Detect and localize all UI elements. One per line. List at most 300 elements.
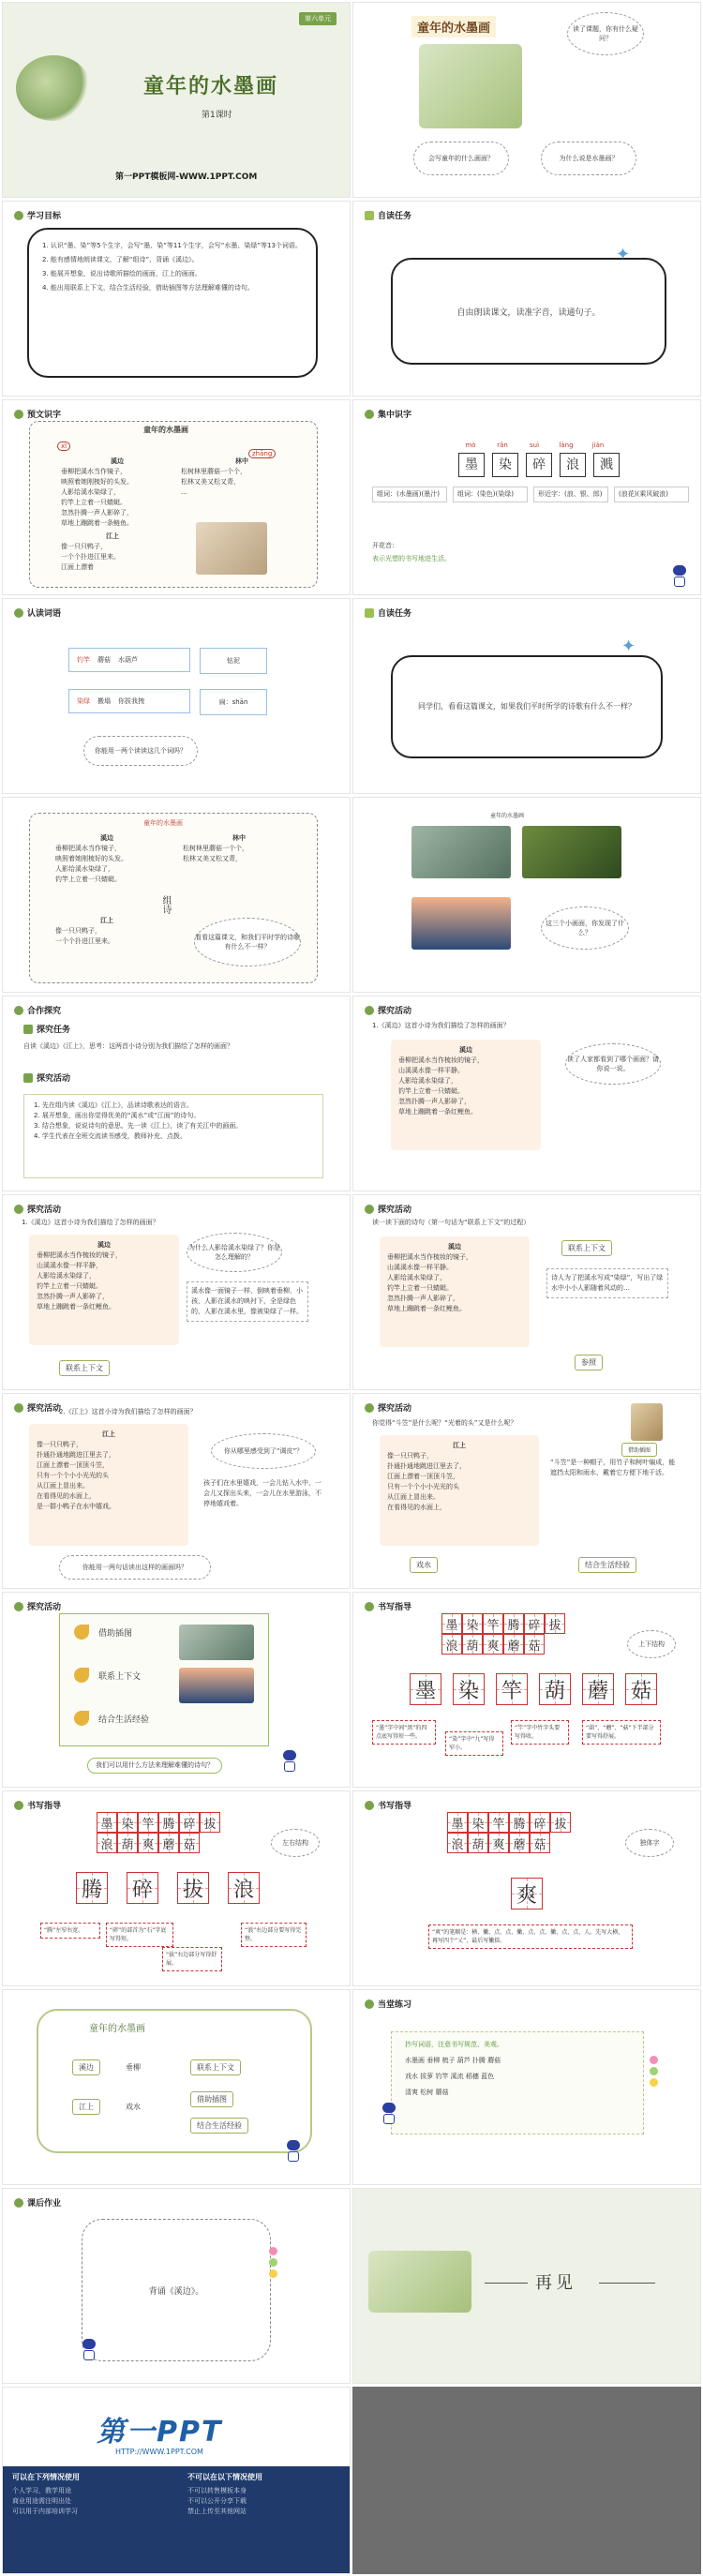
hat-photo bbox=[631, 1403, 663, 1441]
forbidden-line: 禁止上传至其他网站 bbox=[187, 2508, 247, 2515]
slide-writing-2 bbox=[2, 1790, 351, 1986]
leaf-icon bbox=[74, 1668, 89, 1683]
method-button-2[interactable]: 参照 bbox=[575, 1355, 603, 1370]
robot-mascot-icon bbox=[82, 2339, 97, 2359]
poem-line: 草地上蹦跳着一条鲢鱼。 bbox=[61, 519, 133, 527]
big-char-row bbox=[76, 1872, 260, 1904]
cover-site: 第一PPT模板网-WWW.1PPT.COM bbox=[115, 172, 258, 182]
objectives-box bbox=[27, 228, 318, 378]
section-heading: 合作探究 bbox=[14, 1004, 61, 1016]
bullet-icon bbox=[365, 1999, 374, 2009]
allowed-line: 可以用于内部培训学习 bbox=[12, 2508, 78, 2515]
section-heading: 书写指导 bbox=[365, 1799, 411, 1811]
poem-line: … bbox=[181, 488, 187, 496]
poem-line: 江上 bbox=[100, 917, 113, 924]
practice-row: 水墨画 垂柳 梳子 葫芦 扑腾 蘑菇 bbox=[405, 2057, 501, 2064]
word: 蘑菇 bbox=[97, 655, 111, 664]
writing-note: “拔”右边部分写得舒展。 bbox=[162, 1947, 222, 1971]
slide-cooperation bbox=[2, 996, 351, 1191]
grid-cell: 爽 bbox=[483, 1634, 503, 1655]
river-photo bbox=[179, 1668, 254, 1703]
poem-title: 童年的水墨画 bbox=[143, 426, 188, 434]
poem-line: 江上 bbox=[102, 1430, 115, 1438]
bird-icon: ✦ bbox=[616, 245, 631, 264]
poem-line: 人影给溪水染绿了， bbox=[61, 488, 120, 496]
poem-line: 江上 bbox=[106, 532, 119, 540]
question-1: 会写童年的什么画面？ bbox=[413, 142, 509, 175]
robot-mascot-icon bbox=[286, 2140, 301, 2161]
slide-pre-literacy bbox=[2, 399, 351, 595]
method-button-2[interactable]: 结合生活经验 bbox=[578, 1557, 636, 1573]
poem-line: 垂柳把溪水当作镜子， bbox=[55, 845, 121, 852]
method-2[interactable] bbox=[74, 1668, 141, 1683]
summary-item: 江上 bbox=[72, 2099, 100, 2115]
slide-cover bbox=[2, 2, 351, 198]
word-group: 组词：(染色)(染绿) bbox=[453, 487, 528, 502]
cover-title: 童年的水墨画 bbox=[143, 74, 279, 98]
footer-info-bar bbox=[3, 2466, 351, 2574]
task-text: 同学们，看看这篇课文，如果我们平时所学的诗歌有什么不一样？ bbox=[418, 702, 636, 711]
poem-line: 溪边 bbox=[111, 457, 124, 465]
question: 1.《溪边》这首小诗为我们描绘了怎样的画面？ bbox=[372, 1022, 510, 1029]
bullet-icon bbox=[365, 608, 374, 618]
summary-item: 联系上下文 bbox=[190, 2059, 241, 2075]
writing-note: “浪”右边部分要写得完整。 bbox=[241, 1923, 307, 1947]
big-char: 竿 bbox=[496, 1673, 528, 1705]
poem-line: 人影给溪水染绿了， bbox=[37, 1272, 96, 1280]
pinyin: suì bbox=[529, 442, 540, 449]
poem-line: 松树林里蘑菇一个个， bbox=[183, 845, 248, 852]
section-heading: 认读词语 bbox=[14, 607, 61, 619]
poem-line: 从江面上冒出来。 bbox=[387, 1493, 440, 1501]
char-card: 浪 bbox=[560, 453, 586, 477]
bullet-icon bbox=[14, 1006, 23, 1015]
leaf-icon bbox=[74, 1711, 89, 1726]
poem-line: 草地上蹦跳着一条红鲤鱼。 bbox=[387, 1305, 466, 1312]
explanation: 溪水像一面镜子一样，倒映着垂柳，小孩，人影在溪水的映衬下，全是绿色的，人影在溪水里，像被染绿了一样。 bbox=[187, 1281, 308, 1322]
stream-photo bbox=[411, 826, 511, 878]
explanation: 孩子们在水里嬉戏，一会儿钻入水中，一会儿又探出头来，一会儿在水里游泳，不停地嬉戏着。 bbox=[203, 1479, 322, 1507]
divider-line bbox=[485, 2283, 528, 2284]
grid-cell: 菇 bbox=[179, 1833, 200, 1853]
bullet-icon bbox=[365, 1602, 374, 1611]
poem-line: 溪边 bbox=[448, 1243, 461, 1251]
poem-river bbox=[55, 916, 158, 947]
poem-line: 是一群小鸭子在水中嬉戏。 bbox=[37, 1503, 115, 1510]
poem-line: 忽然扑腾一声人影碎了， bbox=[387, 1295, 459, 1302]
empty-area bbox=[352, 2387, 701, 2574]
char-card: 溅 bbox=[593, 453, 620, 477]
big-char: 墨 bbox=[410, 1673, 441, 1705]
forbidden-line: 不可以公开分享下载 bbox=[187, 2497, 247, 2505]
ink-painting-illustration bbox=[419, 44, 522, 128]
question: 2.《江上》这首小诗为我们描绘了怎样的画面？ bbox=[59, 1408, 197, 1415]
section-heading: 书写指导 bbox=[14, 1799, 61, 1811]
method-button[interactable]: 联系上下文 bbox=[59, 1360, 110, 1376]
grid-cell: 拔 bbox=[545, 1613, 565, 1634]
char-card: 碎 bbox=[526, 453, 552, 477]
hint-bubble: 你从哪里感受到了“调皮”？ bbox=[211, 1433, 316, 1469]
slide-goodbye bbox=[352, 2188, 701, 2384]
poem-line: 一个个扑进江里来。 bbox=[61, 553, 120, 561]
slide-writing-1 bbox=[352, 1592, 701, 1788]
bullet-icon bbox=[14, 410, 23, 419]
poem-line: 江面上漂着一顶顶斗笠， bbox=[37, 1461, 109, 1469]
footer-url[interactable]: HTTP://WWW.1PPT.COM bbox=[115, 2448, 203, 2456]
poem-line: 垂柳把溪水当作梳妆的镜子， bbox=[37, 1251, 122, 1259]
structure-label: 左右结构 bbox=[271, 1829, 320, 1857]
grid-cell: 碎 bbox=[530, 1812, 550, 1833]
bird-icon: ✦ bbox=[621, 637, 636, 656]
question: 1.《溪边》这首小诗为我们描绘了怎样的画面？ bbox=[22, 1219, 159, 1226]
grid-cell: 爽 bbox=[488, 1833, 509, 1853]
poem-river bbox=[61, 532, 164, 573]
hint-bubble: 这三个小画面，你发现了什么？ bbox=[541, 906, 629, 950]
poem-line: 像一只只鸭子， bbox=[387, 1452, 433, 1460]
slide-self-reading bbox=[352, 201, 701, 397]
slide-explore-3 bbox=[352, 1194, 701, 1390]
poem-line: 山溪溪水像一样平静， bbox=[37, 1262, 102, 1269]
decoration-dots bbox=[269, 2247, 277, 2281]
forest-photo bbox=[522, 826, 621, 878]
unit-badge: 第六单元 bbox=[299, 12, 337, 25]
poem-line: 忽然扑腾一声人影碎了， bbox=[37, 1293, 109, 1300]
section-heading: 探究活动 bbox=[365, 1401, 411, 1414]
tip: 表示光塑的书写地进生活。 bbox=[372, 555, 451, 562]
poem-line: 江上 bbox=[453, 1442, 466, 1449]
grid-cell: 染 bbox=[462, 1613, 483, 1634]
slide-explore-4 bbox=[2, 1393, 351, 1589]
section-heading: 预文识字 bbox=[14, 408, 61, 420]
bullet-icon bbox=[365, 1403, 374, 1413]
pinyin: jiàn bbox=[591, 442, 605, 449]
grid-cell: 浪 bbox=[97, 1833, 117, 1853]
grid-cell: 染 bbox=[468, 1812, 488, 1833]
objective-4: 4. 能出用联系上下文，结合生活经验，借助插图等方法理解难懂的诗句。 bbox=[42, 284, 254, 292]
big-char: 菇 bbox=[625, 1673, 657, 1705]
bullet-icon bbox=[365, 410, 374, 419]
grid-cell: 菇 bbox=[530, 1833, 550, 1853]
method-1[interactable] bbox=[74, 1625, 132, 1640]
task-heading: 探究任务 bbox=[23, 1023, 70, 1035]
cover-period: 第1课时 bbox=[202, 111, 232, 120]
grid-cell: 竿 bbox=[138, 1812, 158, 1833]
poem-box bbox=[380, 1236, 530, 1347]
char-grid bbox=[441, 1613, 565, 1655]
grid-cell: 腾 bbox=[503, 1613, 524, 1634]
step: 4. 学生代表在全班交流读书感受，教师补充、点拨。 bbox=[34, 1132, 187, 1140]
question-2: 为什么说是水墨画？ bbox=[541, 142, 636, 175]
slide-literacy bbox=[352, 399, 701, 595]
slide-objectives bbox=[2, 201, 351, 397]
poem-forest bbox=[181, 457, 303, 498]
grid-cell: 葫 bbox=[117, 1833, 138, 1853]
ink-painting-illustration bbox=[368, 2251, 471, 2313]
pinyin-zhang: zhāng bbox=[248, 449, 276, 458]
note: 开花音： bbox=[372, 542, 398, 549]
step: 3. 结合想象，说说诗句的意思。先一读《江上》，读了有关江中的画面。 bbox=[34, 1122, 243, 1130]
poem-line: 松林又美又松又青， bbox=[181, 478, 240, 486]
bullet-icon bbox=[365, 1205, 374, 1214]
pinyin: làng bbox=[559, 442, 574, 449]
grid-cell: 竿 bbox=[488, 1812, 509, 1833]
poem-line: 溪边 bbox=[100, 834, 113, 842]
task-question: 自读《溪边》《江上》，思考：这两首小诗分别为我们描绘了怎样的画面？ bbox=[23, 1042, 233, 1050]
summary-title: 童年的水墨画 bbox=[89, 2024, 145, 2034]
poem-line: 只有一个个小小光光的头 bbox=[387, 1483, 459, 1490]
slide-self-reading-2 bbox=[352, 598, 701, 794]
grid-cell: 墨 bbox=[97, 1812, 117, 1833]
poem-line: 在看得见的水面上， bbox=[37, 1492, 96, 1500]
question-bar: 我们可以用什么方法来理解难懂的诗句？ bbox=[87, 1758, 222, 1774]
river-photo bbox=[411, 897, 511, 950]
poem-line: 人影给溪水染绿了， bbox=[398, 1077, 457, 1085]
grid-cell: 菇 bbox=[524, 1634, 545, 1655]
word: 钓竿 bbox=[77, 655, 90, 664]
slide-vocab bbox=[2, 598, 351, 794]
vocab-box-1 bbox=[68, 648, 190, 672]
goodbye-text: 再见 bbox=[535, 2273, 576, 2293]
poem-title: 童年的水墨画 bbox=[143, 819, 183, 827]
word-group: (浪花)(乘风破浪) bbox=[614, 487, 689, 502]
grid-cell: 浪 bbox=[447, 1833, 468, 1853]
writing-note: “染”字中“九”写得窄小。 bbox=[445, 1731, 503, 1756]
grid-cell: 爽 bbox=[138, 1833, 158, 1853]
grid-cell: 腾 bbox=[509, 1812, 530, 1833]
center-label: 组诗 bbox=[160, 895, 171, 914]
hint-bubble-2: 你能用一两句话读出这样的画面吗？ bbox=[59, 1555, 211, 1580]
poem-box bbox=[380, 1435, 539, 1546]
poem-line: 松树林里蘑菇一个个， bbox=[181, 468, 247, 475]
ink-painting-illustration bbox=[16, 55, 91, 121]
practice-row: 戏水 拔萝 钓竿 溪流 稻穗 蓝色 bbox=[405, 2073, 495, 2080]
word: 搬塌 bbox=[97, 696, 111, 705]
poem-line: 钓竿上立着一只蜻蜓。 bbox=[387, 1284, 453, 1292]
slide-explore-2 bbox=[2, 1194, 351, 1390]
robot-mascot-icon bbox=[381, 2103, 396, 2123]
poem-line: 山溪溪水像一样平静。 bbox=[398, 1067, 464, 1074]
slide-practice bbox=[352, 1989, 701, 2185]
writing-note: “墨”字中间“黑”的四点底写得短一些。 bbox=[372, 1720, 436, 1745]
groups-row bbox=[372, 487, 689, 502]
grid-cell: 竿 bbox=[483, 1613, 503, 1634]
word: 染绿 bbox=[77, 696, 90, 705]
forbidden-title: 不可以在以下情况使用 bbox=[187, 2473, 262, 2481]
poem-line: 在看得见的水面上， bbox=[387, 1504, 446, 1511]
task-box bbox=[391, 258, 666, 365]
poem-line: 林中 bbox=[232, 834, 246, 842]
robot-mascot-icon bbox=[282, 1750, 297, 1771]
poem-box bbox=[391, 1040, 541, 1150]
practice-title: 抄写词语，注意书写规范、美观。 bbox=[405, 2041, 503, 2048]
pinyin: rǎn bbox=[497, 442, 508, 449]
section-heading: 当堂练习 bbox=[365, 1998, 411, 2010]
poem-line: 钓竿上立着一只蜻蜓。 bbox=[55, 876, 121, 883]
poem-line: 从江面上冒出来。 bbox=[37, 1482, 89, 1490]
bullet-icon bbox=[14, 211, 23, 220]
grid-cell: 蘑 bbox=[158, 1833, 179, 1853]
section-heading: 探究活动 bbox=[14, 1401, 61, 1414]
poem-box bbox=[29, 1235, 179, 1345]
footer-logo: 第一PPT bbox=[97, 2416, 223, 2449]
poem-line: 人影给溪水染绿了， bbox=[55, 865, 114, 873]
question: 你觉得“斗笠”是什么呢？“光着的头”又是什么呢？ bbox=[372, 1419, 517, 1427]
bullet-icon bbox=[365, 211, 374, 220]
grid-cell: 葫 bbox=[462, 1634, 483, 1655]
summary-box bbox=[37, 2009, 312, 2153]
poem-line: 扑通扑通地跳进江里去了， bbox=[387, 1462, 466, 1470]
method-label: 借助插图 bbox=[98, 1628, 133, 1639]
grid-cell: 拔 bbox=[200, 1812, 220, 1833]
summary-item: 溪边 bbox=[72, 2059, 100, 2075]
section-heading: 课后作业 bbox=[14, 2196, 61, 2209]
poem-line: 钓竿上立着一只蜻蜓。 bbox=[37, 1282, 102, 1290]
slide-methods bbox=[2, 1592, 351, 1788]
explanation: “斗笠”是一种帽子，用竹子和树叶编成，能遮挡太阳和雨水，戴着它方便下地干活。 bbox=[550, 1459, 676, 1476]
grid-cell: 拔 bbox=[550, 1812, 571, 1833]
leaf-icon bbox=[74, 1625, 89, 1640]
structure-label: 上下结构 bbox=[627, 1630, 676, 1658]
poem-line: 忽然扑腾一声人影碎了， bbox=[398, 1098, 471, 1105]
section-heading: 探究活动 bbox=[365, 1203, 411, 1215]
big-char: 蘑 bbox=[582, 1673, 614, 1705]
word: 你拔我拽 bbox=[118, 696, 144, 705]
hint-bubble: 读了人家都看到了哪个画面？请你说一说。 bbox=[565, 1043, 661, 1085]
section-heading: 书写指导 bbox=[365, 1600, 411, 1612]
grid-cell: 碎 bbox=[524, 1613, 545, 1634]
bullet-icon bbox=[14, 1801, 23, 1810]
poem-line: 垂柳把溪水当作梳妆的镜子， bbox=[398, 1056, 484, 1064]
poem-line: 像一只只鸭子， bbox=[61, 543, 107, 550]
section-heading: 探究活动 bbox=[14, 1203, 61, 1215]
method-label: 结合生活经验 bbox=[98, 1715, 150, 1725]
poem-line: 草地上蹦跳着一条红鲤鱼。 bbox=[398, 1108, 477, 1116]
practice-row: 清爽 松树 蘑菇 bbox=[405, 2089, 449, 2096]
allowed-line: 商业用途需注明出处 bbox=[12, 2497, 71, 2505]
slide-three-scenes bbox=[352, 797, 701, 993]
char-grid bbox=[97, 1812, 220, 1853]
activity-heading: 探究活动 bbox=[23, 1071, 70, 1084]
big-char: 葫 bbox=[539, 1673, 571, 1705]
grid-cell: 葫 bbox=[468, 1833, 488, 1853]
bullet-icon bbox=[14, 1403, 23, 1413]
writing-note: “爽”的笔顺是：横、撇、点、点、撇、点、点、撇、点、点、人。先写大横，再写四个“乂”，最后写撇捺。 bbox=[428, 1925, 633, 1949]
big-char: 腾 bbox=[76, 1872, 108, 1904]
poem-line: 只有一个个小小光光的头 bbox=[37, 1472, 109, 1479]
poem-line: 山溪溪水像一样平静。 bbox=[387, 1264, 453, 1271]
writing-note: “腾”左窄右宽。 bbox=[40, 1923, 100, 1939]
bullet-icon bbox=[23, 1025, 33, 1034]
poem-line: 忽然扑腾一声人影碎了， bbox=[61, 509, 133, 517]
allowed-title: 可以在下列情况使用 bbox=[12, 2473, 80, 2481]
section-heading: 自读任务 bbox=[365, 607, 411, 619]
bullet-icon bbox=[365, 1006, 374, 1015]
task-text: 自由朗读课文，读准字音，读通句子。 bbox=[456, 307, 601, 318]
allowed-line: 个人学习，教学用途 bbox=[12, 2487, 71, 2494]
poem-line: 松林又美又松又青， bbox=[183, 855, 242, 862]
divider-line bbox=[599, 2283, 655, 2284]
grid-cell: 腾 bbox=[158, 1812, 179, 1833]
slide-writing-3 bbox=[352, 1790, 701, 1986]
summary-item: 垂柳 bbox=[119, 2059, 147, 2075]
section-heading: 自读任务 bbox=[365, 209, 411, 221]
section-heading: 集中识字 bbox=[365, 408, 411, 420]
task-box bbox=[391, 655, 663, 758]
decoration-dots bbox=[650, 2056, 658, 2089]
char-row bbox=[458, 453, 620, 477]
grid-cell: 墨 bbox=[441, 1613, 462, 1634]
poem-line: 钓竿上立着一只蜻蜓。 bbox=[398, 1087, 464, 1095]
poem-line: 垂柳把溪水当作梳妆的镜子， bbox=[387, 1253, 472, 1261]
char-grid bbox=[447, 1812, 571, 1853]
poem-line: 垂柳把溪水当作镜子， bbox=[61, 468, 127, 475]
method-button-0[interactable]: 借助插图 bbox=[621, 1443, 657, 1457]
method-3[interactable] bbox=[74, 1711, 149, 1726]
question: 读一读下面的诗句（第一句话为“联系上下文”的过程） bbox=[372, 1219, 531, 1226]
poem-forest bbox=[183, 833, 295, 864]
explanation: 诗人为了把溪水写成“染绿”，写出了绿水中小小人影随着风动的… bbox=[546, 1268, 668, 1298]
pinyin: mò bbox=[465, 442, 476, 449]
slide-footer bbox=[2, 2387, 351, 2574]
poem-line: 江面上漂着 bbox=[61, 563, 94, 571]
hint-bubble: 看看这篇课文，和我们平时学的诗歌有什么不一样？ bbox=[194, 918, 301, 966]
poem-line: 一个个扑进江里来。 bbox=[55, 937, 114, 945]
summary-item: 戏水 bbox=[119, 2099, 147, 2115]
homework-box bbox=[82, 2219, 271, 2361]
method-label: 联系上下文 bbox=[98, 1671, 142, 1682]
poem-line: 钓竿上立着一只蜻蜓。 bbox=[61, 499, 127, 506]
bullet-icon bbox=[14, 608, 23, 618]
writing-note: “葫”、“蘑”、“菇”下半部分要写得舒展。 bbox=[582, 1720, 661, 1745]
objective-2: 2. 能有感情地朗读课文，了解“组诗”，背诵《溪边》。 bbox=[42, 256, 199, 263]
practice-box bbox=[391, 2031, 644, 2134]
illustration-photo bbox=[196, 522, 267, 575]
big-char-row bbox=[410, 1673, 657, 1705]
bullet-icon bbox=[23, 1073, 33, 1083]
step: 1. 先在组内读《溪边》《江上》，品读诗歌表达的语言。 bbox=[34, 1101, 193, 1109]
poem-line: 溪边 bbox=[97, 1241, 111, 1249]
poem-line: 像一只只鸭子， bbox=[37, 1441, 82, 1448]
vocab-box-1r: 钻泥 bbox=[200, 648, 267, 674]
slide-homework bbox=[2, 2188, 351, 2384]
method-button-1[interactable]: 戏水 bbox=[410, 1557, 438, 1573]
big-char: 浪 bbox=[228, 1872, 260, 1904]
word-group: 组词：(水墨画)(墨汁) bbox=[372, 487, 447, 502]
structure-label: 独体字 bbox=[625, 1829, 674, 1857]
poem-line: 扑通扑通地跳进江里去了， bbox=[37, 1451, 115, 1459]
grid-cell: 墨 bbox=[447, 1812, 468, 1833]
poem-line: 映照着她刚梳好的头发。 bbox=[61, 478, 133, 486]
big-char: 碎 bbox=[127, 1872, 158, 1904]
slide-title: 童年的水墨画 bbox=[490, 813, 525, 819]
summary-item: 结合生活经验 bbox=[190, 2118, 248, 2134]
hint-bubble: 你能用一两个读读这几个词吗？ bbox=[83, 736, 198, 766]
robot-mascot-icon bbox=[672, 565, 687, 586]
method-button-1[interactable]: 联系上下文 bbox=[561, 1240, 612, 1256]
objective-1: 1. 认识“墨、染”等5个生字，会写“墨、染”等11个生字，会写“水墨、染绿”等13个词语。 bbox=[42, 242, 302, 249]
steps-box bbox=[23, 1094, 323, 1178]
big-char: 爽 bbox=[511, 1878, 543, 1910]
bullet-icon bbox=[14, 2198, 23, 2208]
poem-stream bbox=[61, 457, 173, 529]
section-heading: 探究活动 bbox=[14, 1600, 61, 1612]
poem-stream bbox=[55, 833, 158, 885]
grid-cell: 碎 bbox=[179, 1812, 200, 1833]
forbidden-line: 不可以转售模板本身 bbox=[187, 2487, 247, 2494]
hint-bubble: 为什么人影给溪水染绿了？你是怎么理解的？ bbox=[187, 1233, 282, 1272]
vocab-box-2 bbox=[68, 689, 190, 713]
slide-summary bbox=[2, 1989, 351, 2185]
